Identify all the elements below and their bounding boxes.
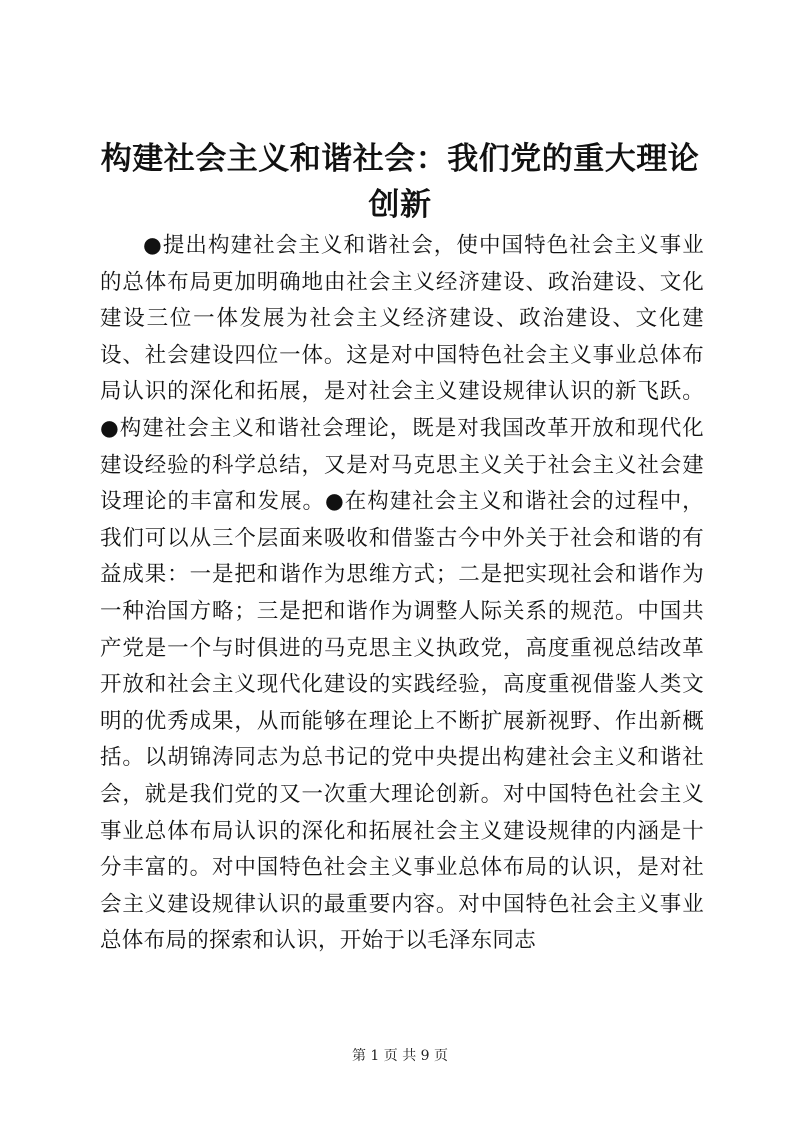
document-body-paragraph: ●提出构建社会主义和谐社会，使中国特色社会主义事业的总体布局更加明确地由社会主义经济建设、政治建设、文化建设三位一体发展为社会主义经济建设、政治建设、文化建设、社会建设四位一体。这是对中国特色社会主义事业总体布局认识的深化和拓展，是对社会主义建设规律认识的新飞跃。●构建社会主义和谐社会理论，既是对我国改革开放和现代化建设经验的科学总结，又是对马克思主义关于社会主义社会建设理论的丰富和发展。●在构建社会主义和谐社会的过程中，我们可以从三个层面来吸收和借鉴古今中外关于社会和谐的有益成果：一是把和谐作为思维方式；二是把实现社会和谐作为一种治国方略；三是把和谐作为调整人际关系的规范。中国共产党是一个与时俱进的马克思主义执政党，高度重视总结改革开放和社会主义现代化建设的实践经验，高度重视借鉴人类文明的优秀成果，从而能够在理论上不断扩展新视野、作出新概括。以胡锦涛同志为总书记的党中央提出构建社会主义和谐社会，就是我们党的又一次重大理论创新。对中国特色社会主义事业总体布局认识的深化和拓展社会主义建设规律的内涵是十分丰富的。对中国特色社会主义事业总体布局的认识，是对社会主义建设规律认识的最重要内容。对中国特色社会主义事业总体布局的探索和认识，开始于以毛泽东同志 [100,233,704,954]
page-number-footer: 第 1 页 共 9 页 [351,1048,449,1064]
document-title: 构建社会主义和谐社会：我们党的重大理论创新 [100,141,700,223]
